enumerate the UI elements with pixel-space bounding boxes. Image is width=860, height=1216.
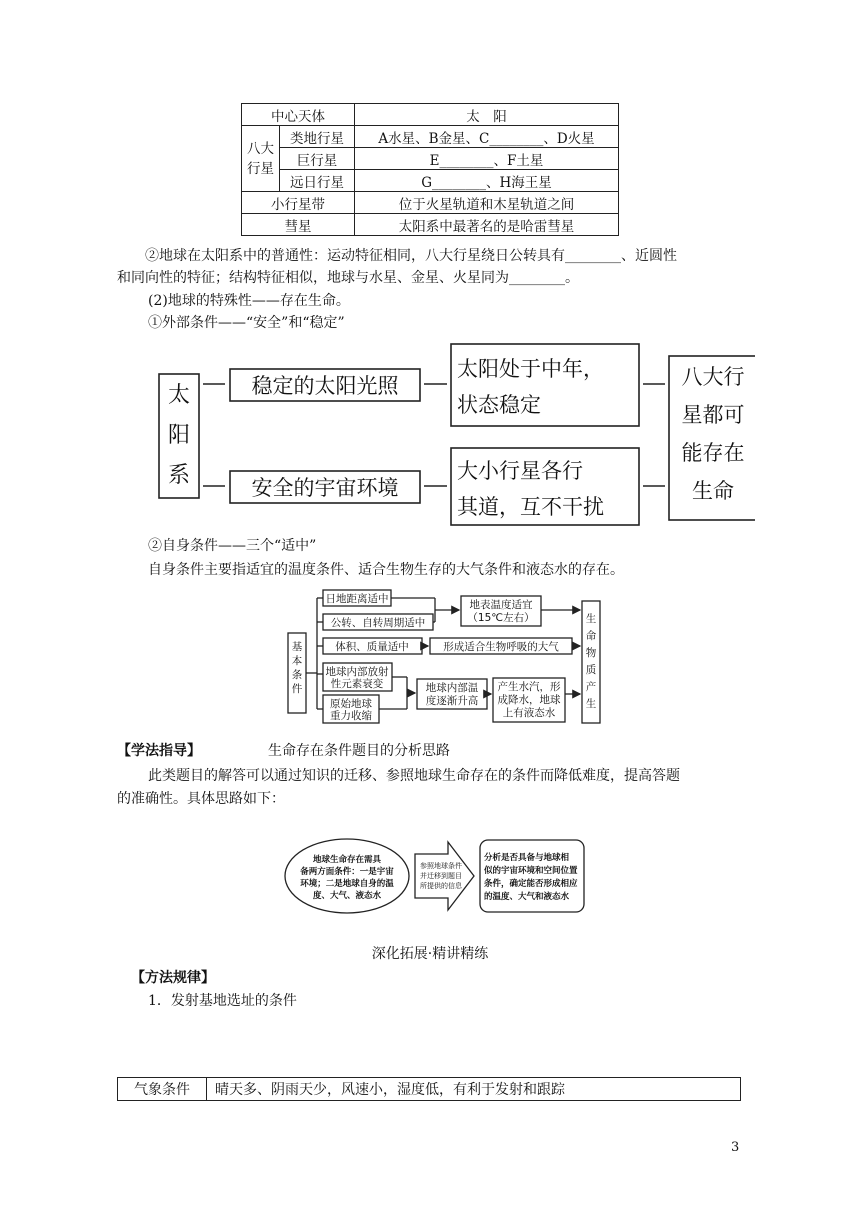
- method-heading: 【学法指导】: [117, 743, 201, 759]
- svg-text:产: 产: [585, 681, 597, 693]
- result-line: 能存在: [681, 441, 745, 465]
- no-interference-label: 其道，互不干扰: [457, 495, 604, 519]
- ellipse-line: 备两方面条件：一是宇宙: [300, 867, 394, 877]
- table-header-sun: 太 阳: [355, 104, 619, 126]
- planet-desc: A水星、B金星、C________、D火星: [355, 126, 619, 148]
- paragraph-line: ①外部条件——“安全”和“稳定”: [148, 315, 345, 331]
- water-label: 上有液态水: [502, 707, 556, 719]
- box-line: 的温度、大气和液态水: [484, 892, 570, 902]
- external-conditions-diagram: [155, 340, 755, 530]
- svg-text:条: 条: [291, 669, 303, 681]
- ellipse-line: 度、大气、液态水: [312, 891, 382, 901]
- gravity-label: 重力收缩: [330, 710, 372, 722]
- weather-desc: 晴天多、阴雨天少，风速小，湿度低，有利于发射和跟踪: [207, 1078, 741, 1101]
- diagram-left-char: 阳: [167, 423, 191, 448]
- rotation-period-label: 公转、自转周期适中: [330, 617, 426, 629]
- svg-text:本: 本: [291, 655, 303, 667]
- planet-type: 巨行星: [280, 148, 355, 170]
- asteroid-belt-desc: 位于火星轨道和木星轨道之间: [355, 192, 619, 214]
- planet-desc: E________、F土星: [355, 148, 619, 170]
- paragraph-line: 此类题目的解答可以通过知识的迁移、参照地球生命存在的条件而降低难度，提高答题: [148, 768, 680, 784]
- basic-conditions-diagram: [285, 586, 605, 736]
- safe-universe-label: 安全的宇宙环境: [251, 476, 399, 500]
- rule-heading: 【方法规律】: [131, 970, 215, 986]
- svg-text:生: 生: [585, 698, 597, 710]
- section-title: 深化拓展·精讲精练: [371, 946, 489, 962]
- stable-sunlight-label: 稳定的太阳光照: [251, 374, 399, 398]
- planet-group-label: 八大行星: [242, 126, 280, 192]
- result-line: 八大行: [681, 365, 745, 389]
- paragraph-line: ②地球在太阳系中的普通性：运动特征相同，八大行星绕日公转具有________、近圆性: [145, 248, 677, 264]
- paragraph-line: 和同向性的特征；结构特征相似，地球与水星、金星、火星同为________。: [117, 270, 579, 286]
- surface-temp-label: 地表温度适宜: [469, 599, 533, 611]
- svg-text:命: 命: [585, 630, 597, 642]
- box-line: 分析是否具备与地球相: [484, 853, 570, 863]
- box-line: 条件，确定能否形成相应: [484, 879, 578, 889]
- volume-mass-label: 体积、质量适中: [335, 641, 409, 653]
- list-item: 1．发射基地选址的条件: [148, 993, 297, 1009]
- weather-label: 气象条件: [118, 1078, 207, 1101]
- gravity-label: 原始地球: [330, 698, 372, 710]
- radioactive-label: 性元素衰变: [330, 678, 384, 690]
- box-line: 似的宇宙环境和空间位置: [484, 866, 578, 876]
- launch-site-table: [117, 1077, 741, 1101]
- diagram-left-char: 太: [167, 383, 191, 408]
- solar-system-table: [241, 103, 619, 236]
- arrow-line: 参照地球条件: [420, 862, 462, 870]
- water-label: 产生水汽，形: [497, 681, 561, 693]
- paragraph-line: (2)地球的特殊性——存在生命。: [148, 293, 350, 309]
- ellipse-line: 地球生命存在需具: [312, 855, 382, 865]
- internal-temp-label: 度逐渐升高: [425, 695, 479, 707]
- method-title: 生命存在条件题目的分析思路: [268, 743, 450, 759]
- radioactive-label: 地球内部放射: [325, 666, 389, 678]
- planet-desc: G________、H海王星: [355, 170, 619, 192]
- page-number: 3: [731, 1140, 740, 1155]
- paragraph-line: ②自身条件——三个“适中”: [148, 538, 317, 554]
- planet-type: 类地行星: [280, 126, 355, 148]
- arrow-line: 并迁移到题目: [420, 872, 462, 880]
- planet-type: 远日行星: [280, 170, 355, 192]
- internal-temp-label: 地球内部温: [425, 682, 479, 694]
- comet-label: 彗星: [242, 214, 355, 236]
- svg-text:物: 物: [585, 647, 597, 659]
- table-header-center-body: 中心天体: [242, 104, 355, 126]
- svg-text:质: 质: [585, 664, 597, 676]
- paragraph-line: 自身条件主要指适宜的温度条件、适合生物生存的大气条件和液态水的存在。: [148, 562, 624, 578]
- sun-middle-age-label: 太阳处于中年，: [457, 357, 604, 381]
- planets-orbit-label: 大小行星各行: [457, 459, 583, 483]
- ellipse-line: 环境；二是地球自身的温: [300, 879, 394, 889]
- comet-desc: 太阳系中最著名的是哈雷彗星: [355, 214, 619, 236]
- sun-stable-label: 状态稳定: [457, 393, 541, 417]
- result-line: 生命: [692, 479, 734, 503]
- sun-earth-distance-label: 日地距离适中: [325, 593, 389, 605]
- result-line: 星都可: [681, 403, 745, 427]
- svg-text:生: 生: [585, 613, 597, 625]
- paragraph-line: 的准确性。具体思路如下：: [117, 791, 285, 807]
- svg-text:基: 基: [291, 641, 303, 653]
- atmosphere-label: 形成适合生物呼吸的大气: [443, 641, 559, 653]
- arrow-line: 所提供的信息: [420, 882, 462, 890]
- svg-text:件: 件: [291, 683, 303, 695]
- diagram-left-char: 系: [167, 463, 191, 488]
- asteroid-belt-label: 小行星带: [242, 192, 355, 214]
- water-label: 成降水，地球: [497, 694, 561, 706]
- analysis-approach-diagram: [283, 836, 591, 916]
- surface-temp-label: （15℃左右）: [467, 612, 535, 624]
